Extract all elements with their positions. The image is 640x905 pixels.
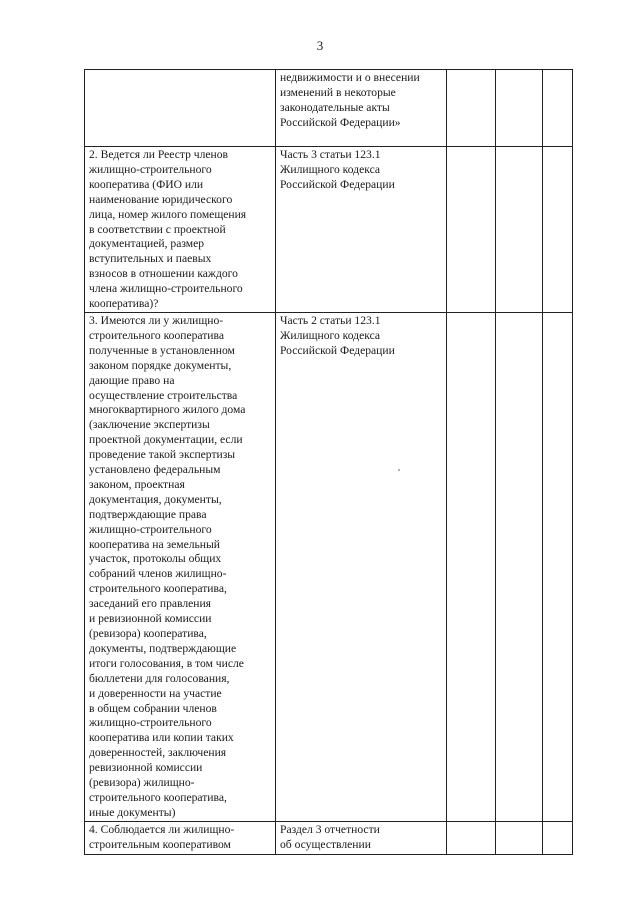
question-cell (85, 70, 276, 147)
reference-text: недвижимости и о внесении изменений в некоторые законодательные акты Российской Федерации» (280, 71, 420, 129)
notes-cell (543, 821, 573, 854)
answer-cell (447, 147, 496, 313)
answer-cell (496, 821, 543, 854)
table-row (85, 70, 573, 147)
answer-cell (496, 312, 543, 821)
question-text: 2. Ведется ли Реестр членов жилищно-строительного кооператива (ФИО или наименование юридического лица, номер жилого помещения в соответствии с проектной документацией, размер вступительных и паевых взносов в отношении каждого члена жилищно-строительного кооператива)? (89, 148, 247, 311)
notes-cell (543, 312, 573, 821)
answer-cell (447, 70, 496, 147)
question-text: 3. Имеются ли у жилищно- строительного кооператива полученные в установленном законом порядке документы, дающие право на осуществление строительства многоквартирного жилого дома (заключение экспертизы проектной документации, если проведение такой экспертизы установлено федеральным законом, проектная документация, документы, подтверждающие права жилищно-строительного кооператива на земельный участок, протоколы общих собраний членов жилищно- строительного кооператива, заседаний его правления и ревизионной комиссии (ревизора) кооператива, документы, подтверждающие итоги голосования, в том числе бюллетени для голосования, и доверенности на участие в общем собрании членов жилищно-строительного кооператива или копии таких доверенностей, заключения ревизионной комиссии (ревизора) жилищно- строительного кооператива, иные документы) (89, 313, 246, 819)
table-row (85, 147, 573, 313)
page-number: 3 (316, 38, 324, 53)
reference-cell (276, 821, 447, 854)
scan-speck (398, 469, 400, 471)
answer-cell (447, 821, 496, 854)
answer-cell (496, 147, 543, 313)
checklist-table (84, 69, 573, 855)
notes-cell (543, 147, 573, 313)
table-row (85, 312, 573, 821)
notes-cell (543, 70, 573, 147)
question-cell (85, 821, 276, 854)
question-cell (85, 312, 276, 821)
question-cell (85, 147, 276, 313)
reference-cell (276, 312, 447, 821)
answer-cell (496, 70, 543, 147)
table-row (85, 821, 573, 854)
reference-cell (276, 147, 447, 313)
reference-text: Часть 3 статьи 123.1 Жилищного кодекса Российской Федерации (280, 148, 395, 191)
reference-cell (276, 70, 447, 147)
answer-cell (447, 312, 496, 821)
reference-text: Раздел 3 отчетности об осуществлении (280, 822, 380, 851)
reference-text: Часть 2 статьи 123.1 Жилищного кодекса Российской Федерации (280, 313, 395, 357)
question-text: 4. Соблюдается ли жилищно- строительным кооперативом (89, 822, 235, 851)
